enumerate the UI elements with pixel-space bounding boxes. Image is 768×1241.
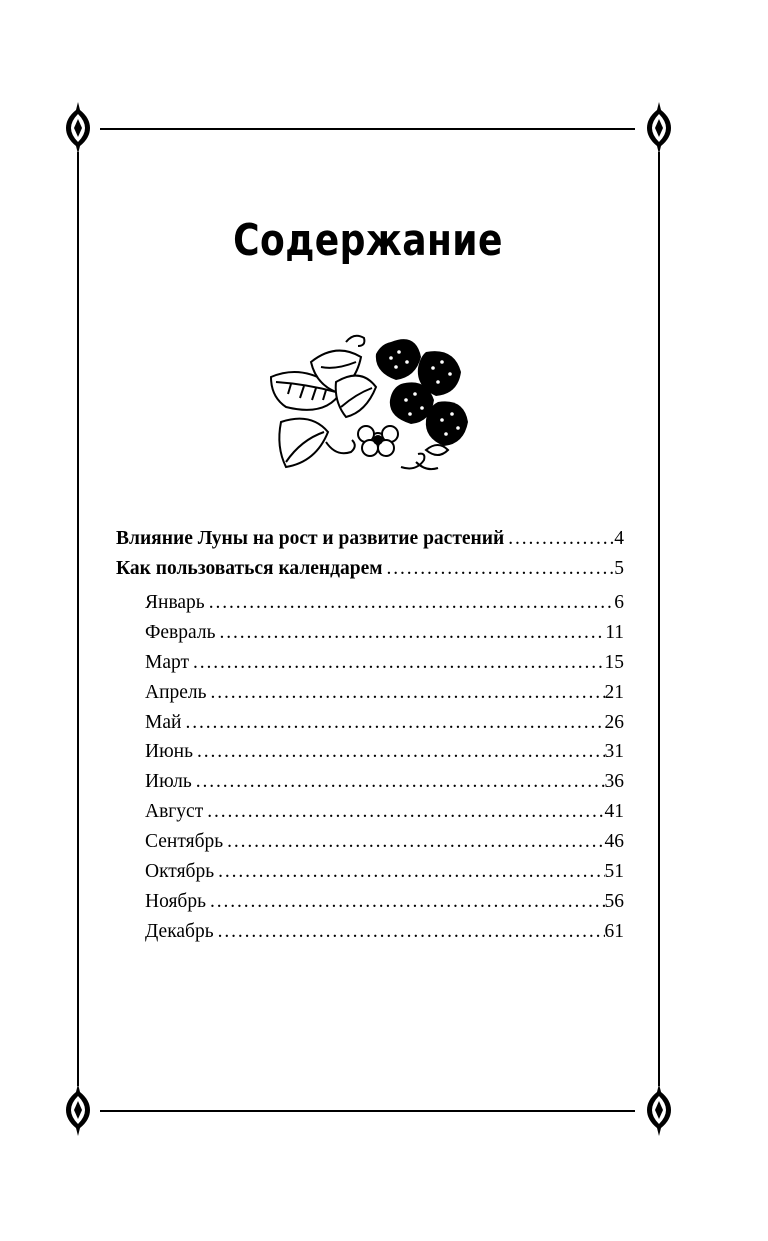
toc-dot-leader (192, 771, 605, 793)
toc-page-number: 15 (604, 651, 624, 673)
toc-dot-leader (203, 801, 604, 823)
toc-entry-month[interactable] (116, 712, 624, 742)
toc-dot-leader (214, 921, 605, 943)
table-of-contents (116, 528, 624, 951)
toc-entry-label: Как пользоваться календарем (116, 558, 383, 579)
diamond-ornament-icon (644, 102, 674, 154)
toc-dot-leader (193, 741, 605, 763)
toc-dot-leader (223, 831, 604, 853)
toc-dot-leader (206, 891, 605, 913)
toc-entry-label: Август (145, 801, 204, 823)
toc-entry-section[interactable] (116, 558, 624, 588)
diamond-ornament-icon (63, 102, 93, 154)
toc-entry-label: Ноябрь (145, 890, 206, 912)
toc-entry-month[interactable] (116, 771, 624, 801)
frame-bottom-rule (100, 1110, 635, 1112)
toc-page-number: 31 (604, 741, 624, 763)
toc-entry-label: Январь (145, 592, 205, 613)
toc-entry-month[interactable] (116, 652, 624, 682)
toc-page-number: 46 (604, 831, 624, 853)
toc-entry-month[interactable] (116, 801, 624, 831)
toc-entry-month[interactable] (116, 921, 624, 951)
toc-entry-month[interactable] (116, 682, 624, 712)
toc-dot-leader (215, 622, 605, 644)
diamond-ornament-icon (63, 1084, 93, 1136)
toc-entry-label: Апрель (145, 681, 207, 703)
toc-page-number: 51 (604, 861, 624, 883)
toc-dot-leader (504, 528, 614, 550)
toc-page-number: 11 (605, 621, 624, 643)
toc-entry-label: Май (145, 711, 182, 733)
toc-page-number: 4 (614, 528, 624, 549)
frame-left-rule (77, 152, 79, 1086)
toc-entry-label: Сентябрь (145, 831, 224, 853)
toc-page-number: 61 (604, 920, 624, 942)
toc-entry-label: Февраль (145, 621, 216, 643)
toc-entry-month[interactable] (116, 891, 624, 921)
toc-entry-month[interactable] (116, 622, 624, 652)
toc-page-number: 21 (604, 681, 624, 703)
frame-top-rule (100, 128, 635, 130)
toc-dot-leader (205, 592, 615, 614)
toc-entry-label: Июнь (145, 741, 193, 763)
toc-entry-month[interactable] (116, 861, 624, 891)
diamond-ornament-icon (644, 1084, 674, 1136)
page-title: Содержание (233, 215, 503, 266)
toc-entry-label: Март (145, 651, 190, 673)
toc-page-number: 41 (604, 801, 624, 823)
khokhloma-strawberry-ornament-icon (266, 322, 476, 482)
toc-page-number: 5 (614, 558, 624, 579)
toc-entry-month[interactable] (116, 831, 624, 861)
toc-dot-leader (189, 652, 604, 674)
toc-dot-leader (214, 861, 604, 883)
toc-entry-label: Октябрь (145, 861, 215, 883)
toc-entry-section[interactable] (116, 528, 624, 558)
toc-page-number: 56 (604, 890, 624, 912)
frame-right-rule (658, 152, 660, 1086)
toc-entry-month[interactable] (116, 741, 624, 771)
toc-entry-label: Декабрь (145, 920, 214, 942)
toc-page-number: 6 (614, 592, 624, 613)
toc-dot-leader (383, 558, 615, 580)
toc-entry-label: Июль (145, 771, 192, 793)
toc-page-number: 26 (604, 711, 624, 733)
toc-dot-leader (207, 682, 605, 704)
toc-dot-leader (181, 712, 604, 734)
toc-page-number: 36 (604, 771, 624, 793)
toc-entry-month[interactable] (116, 592, 624, 622)
toc-entry-label: Влияние Луны на рост и развитие растений (116, 528, 505, 549)
